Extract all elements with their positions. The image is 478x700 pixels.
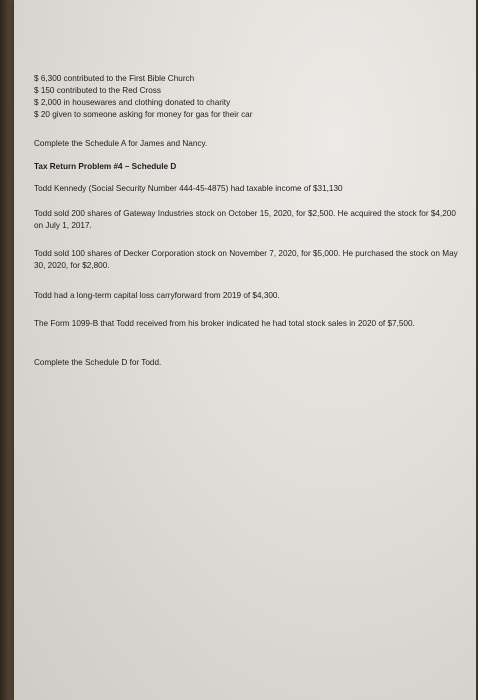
schedule-a-instruction: Complete the Schedule A for James and Nancy.	[34, 139, 208, 148]
gateway-paragraph: Todd sold 200 shares of Gateway Industries stock on October 15, 2020, for $2,500. He acquired the stock for $4,200 on July 1, 2017.	[34, 209, 456, 230]
decker-paragraph: Todd sold 100 shares of Decker Corporation stock on November 7, 2020, for $5,000. He purchased the stock on May 30, 2020, for $2,800.	[34, 249, 458, 270]
donation-line-4: $ 20 given to someone asking for money for gas for their car	[34, 110, 253, 119]
problem-heading: Tax Return Problem #4 – Schedule D	[34, 162, 177, 171]
paper-page	[14, 0, 476, 700]
donation-line-2: $ 150 contributed to the Red Cross	[34, 86, 161, 95]
intro-paragraph: Todd Kennedy (Social Security Number 444-45-4875) had taxable income of $31,130	[34, 184, 343, 193]
donation-line-3: $ 2,000 in housewares and clothing donated to charity	[34, 98, 231, 107]
carryforward-paragraph: Todd had a long-term capital loss carryforward from 2019 of $4,300.	[34, 291, 280, 300]
schedule-d-instruction: Complete the Schedule D for Todd.	[34, 358, 162, 367]
donation-line-1: $ 6,300 contributed to the First Bible Church	[34, 74, 195, 83]
form-1099b-paragraph: The Form 1099-B that Todd received from his broker indicated he had total stock sales in 2020 of $7,500.	[34, 319, 415, 328]
